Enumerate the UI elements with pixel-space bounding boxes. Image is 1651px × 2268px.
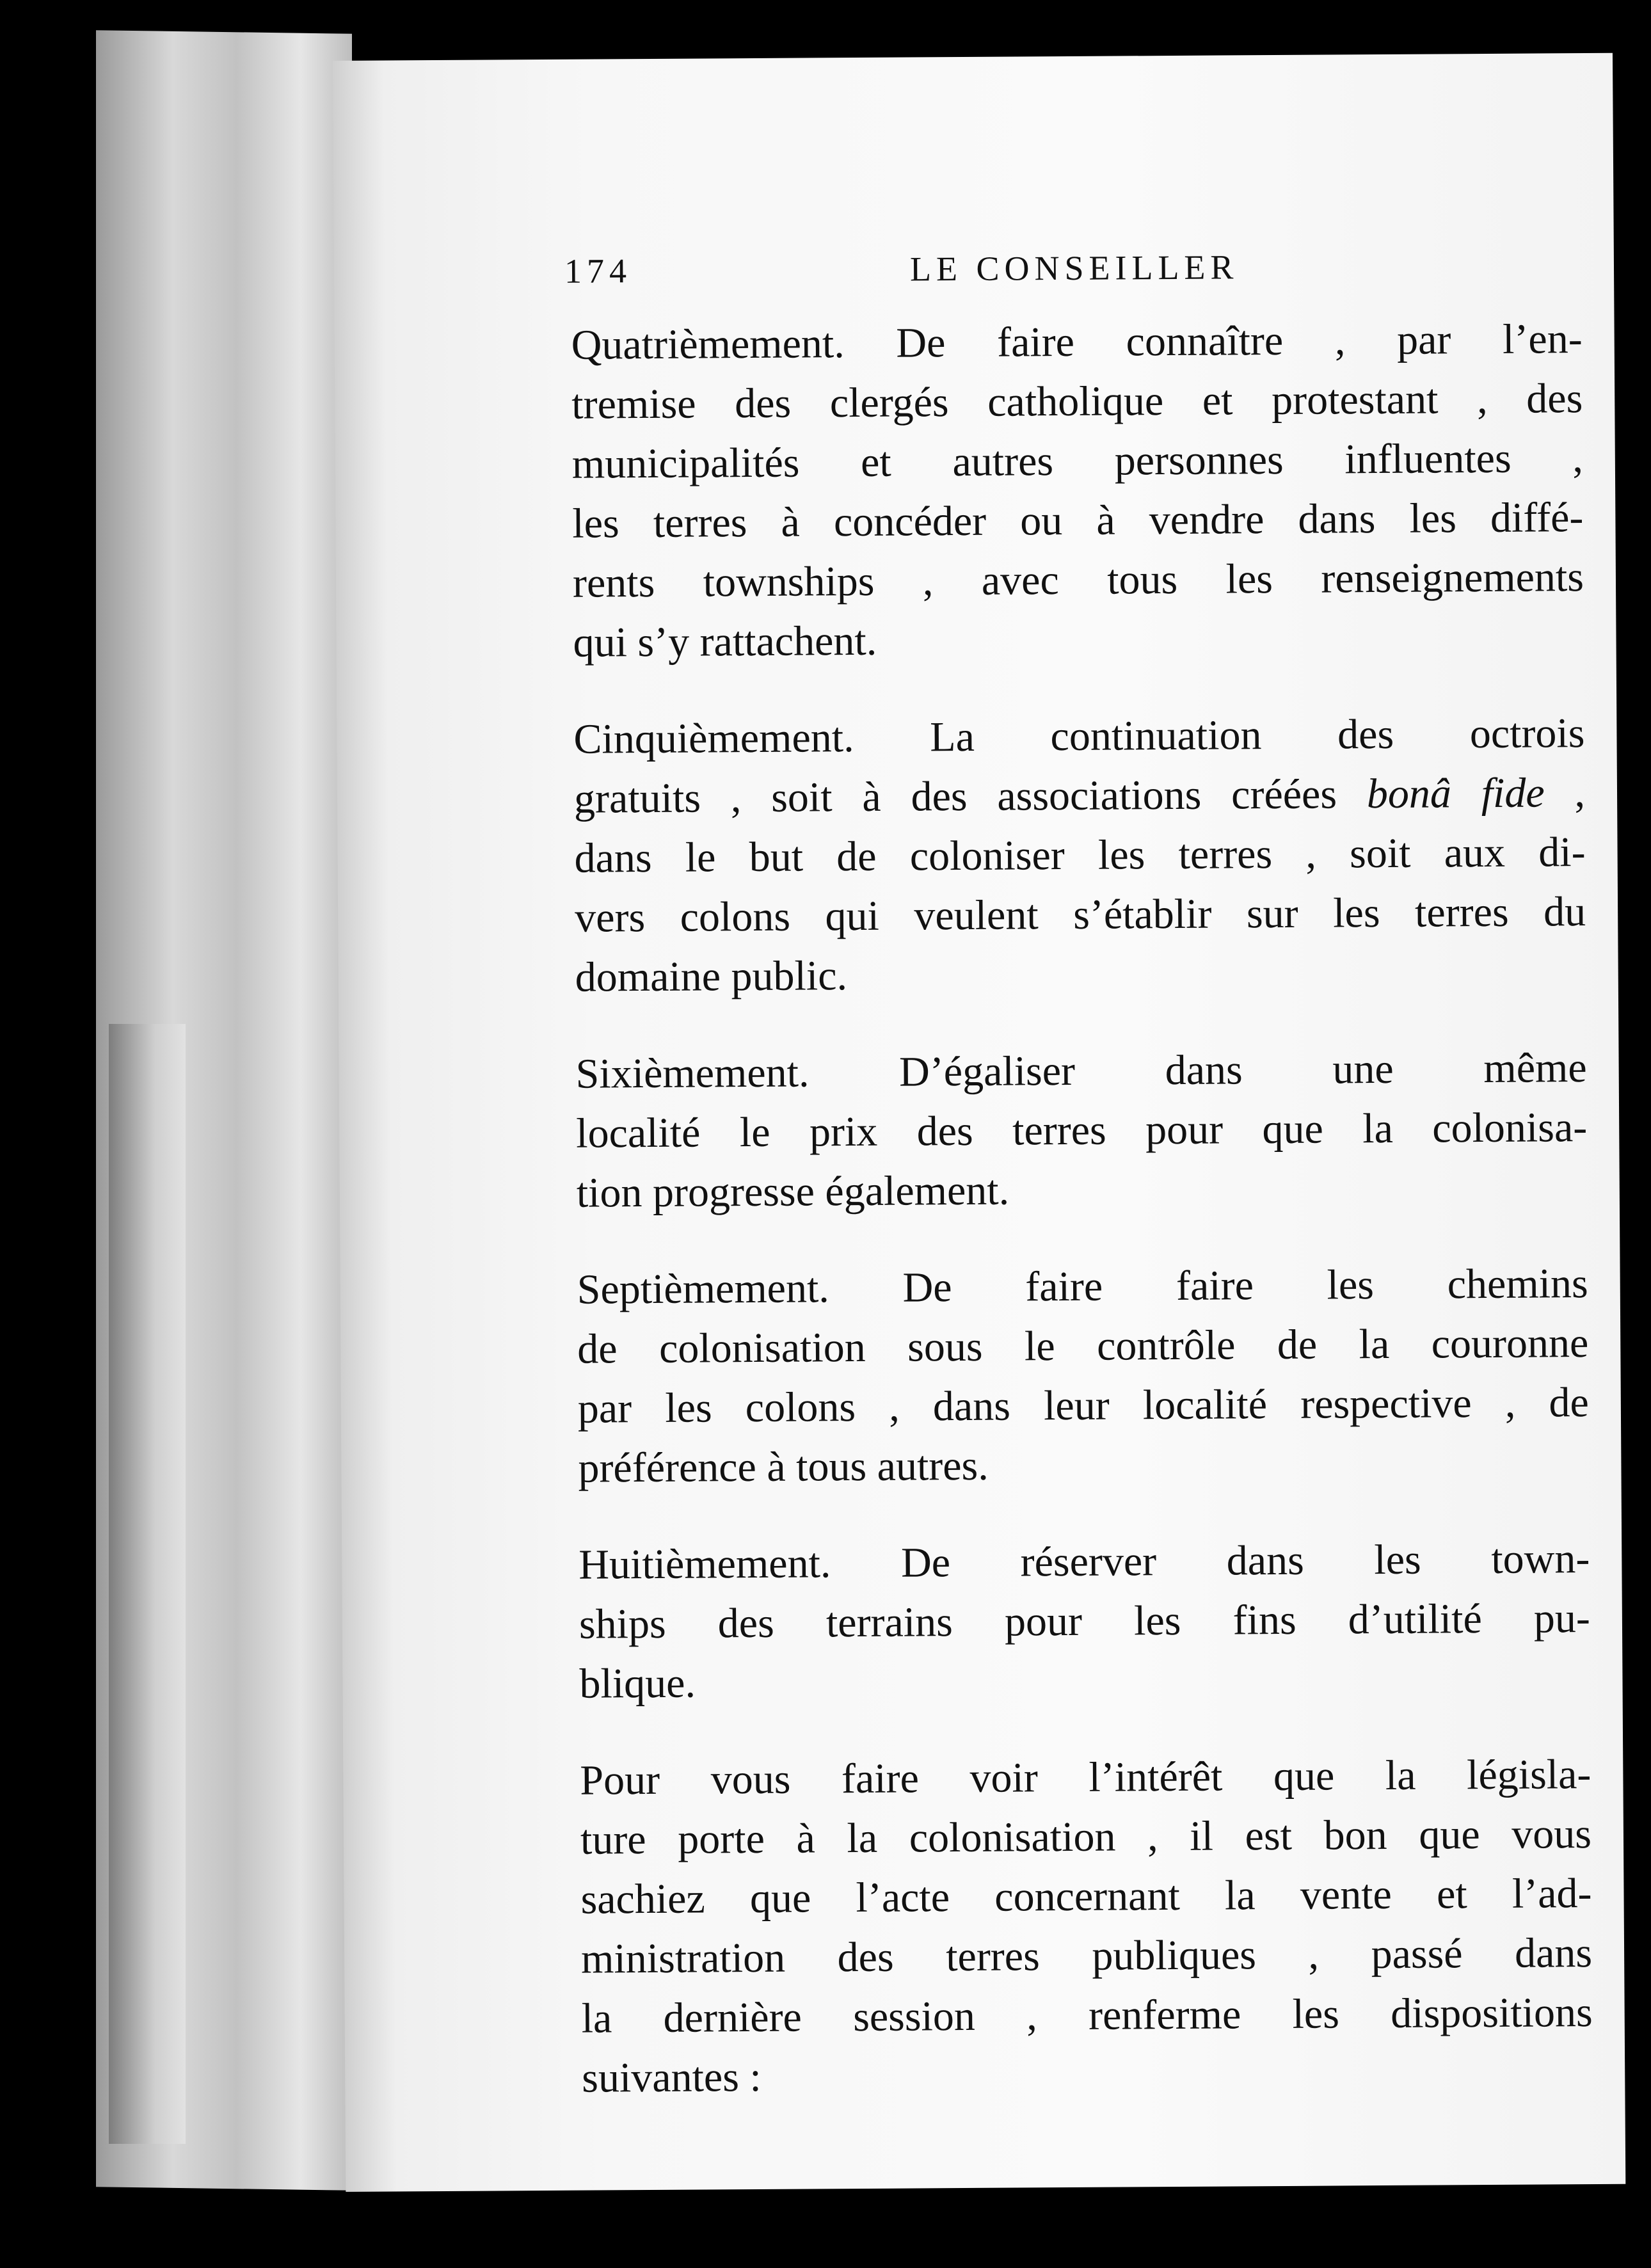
text-line: Huitièmement. De réserver dans les town- <box>578 1535 1590 1588</box>
running-title: LE CONSEILLER <box>909 248 1239 289</box>
page-stack-shadow <box>109 1024 186 2144</box>
text-fragment: gratuits , soit à des associations créées <box>573 771 1368 822</box>
text-line: dans le but de coloniser les terres , soit aux di- <box>574 829 1586 882</box>
paragraph-cinquiemement <box>573 703 1586 1007</box>
text-line: municipalités et autres personnes influentes , <box>571 435 1584 488</box>
text-line: Sixièmement. D’égaliser dans une même <box>575 1044 1587 1098</box>
text-line: la dernière session , renferme les dispositions <box>581 1989 1593 2042</box>
italic-phrase: bonâ fide <box>1366 769 1545 818</box>
text-line: vers colons qui veulent s’établir sur les terres du <box>574 888 1586 941</box>
book-page <box>333 53 1625 2192</box>
text-line: blique. <box>579 1659 696 1707</box>
page-number: 174 <box>564 252 632 291</box>
paragraph-septiemement <box>577 1254 1589 1498</box>
text-line: ships des terrains pour les fins d’utilité pu- <box>578 1595 1591 1648</box>
paragraph-quatriemement <box>571 309 1584 673</box>
paragraph-huitiemement <box>578 1529 1591 1714</box>
text-line: domaine public. <box>575 952 848 1001</box>
text-fragment: , <box>1544 769 1586 817</box>
text-line: Quatrièmement. De faire connaître , par l’en- <box>571 315 1583 369</box>
paragraph-sixiemement <box>575 1038 1588 1223</box>
text-line: tremise des clergés catholique et protestant , des <box>571 375 1583 428</box>
page-header <box>564 245 1582 291</box>
text-line: Cinquièmement. La continuation des octrois <box>573 710 1585 763</box>
text-line-with-italic <box>574 763 1586 829</box>
body-text <box>571 309 1593 2145</box>
text-line: ture porte à la colonisation , il est bon que vous <box>580 1810 1592 1864</box>
paragraph-pour-vous <box>580 1745 1593 2108</box>
text-line: de colonisation sous le contrôle de la couronne <box>577 1320 1589 1373</box>
text-line: localité le prix des terres pour que la colonisa- <box>576 1104 1588 1157</box>
text-line: sachiez que l’acte concernant la vente et l’ad- <box>580 1870 1592 1923</box>
text-line: les terres à concéder ou à vendre dans les diffé- <box>572 494 1584 547</box>
text-line: ministration des terres publiques , passé dans <box>580 1929 1593 1983</box>
text-line: Septièmement. De faire faire les chemins <box>577 1260 1588 1313</box>
text-line: tion progresse également. <box>576 1167 1010 1217</box>
text-line: par les colons , dans leur localité respective , de <box>577 1379 1590 1432</box>
text-line: rents townships , avec tous les renseignements <box>572 554 1584 607</box>
text-line: préférence à tous autres. <box>578 1442 989 1492</box>
text-line: Pour vous faire voir l’intérêt que la législa- <box>580 1751 1591 1804</box>
text-line: suivantes : <box>582 2053 762 2102</box>
text-line: qui s’y rattachent. <box>573 617 877 666</box>
